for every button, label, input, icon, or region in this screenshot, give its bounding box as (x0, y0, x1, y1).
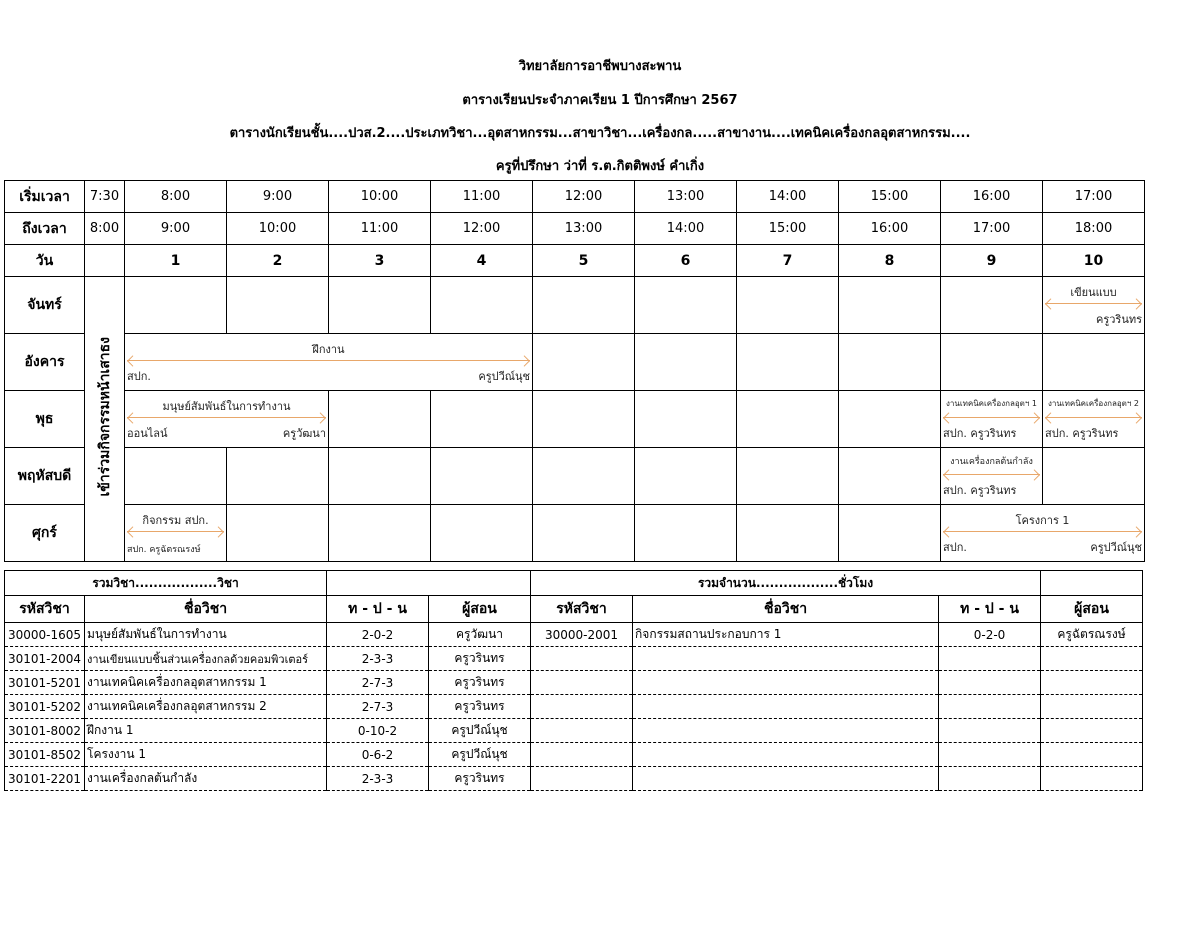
class-title: ฝึกงาน (312, 343, 345, 356)
class-title: กิจกรรม สปก. (142, 514, 209, 527)
period-cell: 4 (431, 245, 533, 277)
period-cell (85, 245, 125, 277)
time-cell: 8:00 (85, 213, 125, 245)
class-info: ตารางนักเรียนชั้น....ปวส.2....ประเภทวิชา...อุตสาหกรรม...สาขาวิชา...เครื่องกล.....สาขางาน....เทคนิคเครื่องกลอุตสาหกรรม.... (229, 126, 971, 141)
time-cell: 8:00 (125, 181, 227, 213)
time-cell: 9:00 (227, 181, 329, 213)
subject-name: งานเทคนิคเครื่องกลอุตสาหกรรม 1 (85, 671, 327, 695)
subject-code: 30101-2004 (5, 647, 85, 671)
day-row-friday (5, 505, 1145, 562)
time-cell: 13:00 (635, 181, 737, 213)
class-location-teacher: สปก. ครูวรินทร (943, 427, 1017, 440)
table-row (5, 695, 1143, 719)
subject-name: งานเทคนิคเครื่องกลอุตสาหกรรม 2 (85, 695, 327, 719)
subject-tpn: 2-0-2 (327, 623, 429, 647)
class-title: โครงการ 1 (1015, 514, 1070, 527)
class-location: ออนไลน์ (127, 427, 168, 440)
class-teacher: ครูปวีณ์นุช (478, 370, 530, 383)
day-name: จันทร์ (5, 277, 85, 334)
class-teacher: ครูวรินทร (1095, 313, 1142, 326)
subject-teacher: ครูปวีณ์นุช (429, 743, 531, 767)
class-title: มนุษย์สัมพันธ์ในการทำงาน (162, 400, 291, 413)
time-cell: 11:00 (431, 181, 533, 213)
time-cell: 12:00 (431, 213, 533, 245)
total-hours: รวมจำนวน..................ชั่วโมง (531, 571, 1041, 596)
start-time-label: เริ่มเวลา (5, 181, 85, 213)
subject-teacher: ครูวัฒนา (429, 623, 531, 647)
table-row (5, 767, 1143, 791)
table-row (5, 743, 1143, 767)
class-title: งานเทคนิคเครื่องกลอุตฯ 2 (1047, 399, 1139, 408)
subject-tpn: 0-6-2 (327, 743, 429, 767)
time-cell: 7:30 (85, 181, 125, 213)
total-subjects: รวมวิชา..................วิชา (5, 571, 327, 596)
col-name: ชื่อวิชา (85, 596, 327, 623)
subject-teacher: ครูวรินทร (429, 767, 531, 791)
class-location: สปก. (943, 541, 967, 554)
subject-tpn: 2-3-3 (327, 647, 429, 671)
table-row (5, 647, 1143, 671)
period-cell: 3 (329, 245, 431, 277)
period-row (5, 245, 1145, 277)
time-cell: 10:00 (227, 213, 329, 245)
span-arrow-icon (127, 360, 530, 361)
class-slot (1043, 391, 1145, 448)
day-name: พุธ (5, 391, 85, 448)
class-slot (125, 391, 329, 448)
time-cell: 12:00 (533, 181, 635, 213)
day-name: อังคาร (5, 334, 85, 391)
time-cell: 14:00 (737, 181, 839, 213)
subject-tpn: 2-7-3 (327, 695, 429, 719)
subject-code: 30101-5201 (5, 671, 85, 695)
schedule-title: ตารางเรียนประจำภาคเรียน 1 ปีการศึกษา 2567 (462, 93, 738, 108)
subject-code: 30101-8002 (5, 719, 85, 743)
subject-code: 30000-1605 (5, 623, 85, 647)
period-cell: 1 (125, 245, 227, 277)
time-cell: 11:00 (329, 213, 431, 245)
col-code: รหัสวิชา (5, 596, 85, 623)
span-arrow-icon (943, 531, 1142, 532)
period-cell: 8 (839, 245, 941, 277)
span-arrow-icon (127, 417, 326, 418)
subject-tpn: 2-3-3 (327, 767, 429, 791)
class-location-teacher: สปก. ครูวรินทร (1045, 427, 1119, 440)
period-cell: 7 (737, 245, 839, 277)
col-teacher: ผู้สอน (1041, 596, 1143, 623)
span-arrow-icon (1045, 303, 1142, 304)
subject-tpn: 0-10-2 (327, 719, 429, 743)
period-cell: 6 (635, 245, 737, 277)
subject-name: งานเครื่องกลต้นกำลัง (85, 767, 327, 791)
table-row (5, 671, 1143, 695)
advisor-info: ครูที่ปรึกษา ว่าที่ ร.ต.กิตติพงษ์ คำเกิ่ง (495, 159, 705, 174)
span-arrow-icon (943, 417, 1040, 418)
subject-name: มนุษย์สัมพันธ์ในการทำงาน (85, 623, 327, 647)
col-teacher: ผู้สอน (429, 596, 531, 623)
subject-code: 30101-2201 (5, 767, 85, 791)
day-row-wednesday (5, 391, 1145, 448)
subject-teacher: ครูวรินทร (429, 671, 531, 695)
time-cell: 18:00 (1043, 213, 1145, 245)
time-cell: 15:00 (839, 181, 941, 213)
period-cell: 2 (227, 245, 329, 277)
class-location: สปก. (127, 370, 151, 383)
time-cell: 16:00 (839, 213, 941, 245)
class-title: งานเทคนิคเครื่องกลอุตฯ 1 (945, 399, 1037, 408)
col-tpn: ท - ป - น (939, 596, 1041, 623)
span-arrow-icon (1045, 417, 1142, 418)
time-cell: 13:00 (533, 213, 635, 245)
time-cell: 9:00 (125, 213, 227, 245)
class-slot (125, 334, 533, 391)
subject-code: 30101-8502 (5, 743, 85, 767)
time-cell: 17:00 (941, 213, 1043, 245)
time-cell: 14:00 (635, 213, 737, 245)
homeroom-cell (85, 277, 125, 562)
end-time-label: ถึงเวลา (5, 213, 85, 245)
span-arrow-icon (127, 531, 224, 532)
class-slot (941, 448, 1043, 505)
period-cell: 5 (533, 245, 635, 277)
subject-teacher: ครูวรินทร (429, 647, 531, 671)
class-location-teacher: สปก. ครูวรินทร (943, 484, 1017, 497)
class-slot (941, 391, 1043, 448)
subject-name: ฝึกงาน 1 (85, 719, 327, 743)
time-cell: 15:00 (737, 213, 839, 245)
class-slot (1043, 277, 1145, 334)
start-time-row (5, 181, 1145, 213)
timetable (4, 180, 1145, 562)
class-teacher: ครูวัฒนา (282, 427, 326, 440)
table-row (5, 719, 1143, 743)
span-arrow-icon (943, 474, 1040, 475)
end-time-row (5, 213, 1145, 245)
column-header-row (5, 596, 1143, 623)
class-location-teacher: สปก. ครูฉัตรณรงษ์ (127, 545, 201, 555)
subject-name: กิจกรรมสถานประกอบการ 1 (633, 623, 939, 647)
subject-teacher: ครูวรินทร (429, 695, 531, 719)
class-slot (941, 505, 1145, 562)
day-row-thursday (5, 448, 1145, 505)
subject-code: 30101-5202 (5, 695, 85, 719)
day-name: ศุกร์ (5, 505, 85, 562)
time-cell: 17:00 (1043, 181, 1145, 213)
subject-name: โครงงาน 1 (85, 743, 327, 767)
homeroom-label: เข้าร่วมกิจกรรมหน้าเสาธง (96, 337, 113, 497)
col-name: ชื่อวิชา (633, 596, 939, 623)
subject-summary-table (4, 570, 1143, 791)
day-label: วัน (5, 245, 85, 277)
period-cell: 10 (1043, 245, 1145, 277)
subject-name: งานเขียนแบบชิ้นส่วนเครื่องกลด้วยคอมพิวเตอร์ (85, 647, 327, 671)
class-teacher: ครูปวีณ์นุช (1090, 541, 1142, 554)
time-cell: 16:00 (941, 181, 1043, 213)
subject-code: 30000-2001 (531, 623, 633, 647)
college-name: วิทยาลัยการอาชีพบางสะพาน (518, 59, 682, 74)
col-code: รหัสวิชา (531, 596, 633, 623)
day-name: พฤหัสบดี (5, 448, 85, 505)
class-title: เขียนแบบ (1070, 286, 1117, 299)
class-title: งานเครื่องกลต้นกำลัง (950, 457, 1033, 467)
subject-teacher: ครูปวีณ์นุช (429, 719, 531, 743)
period-cell: 9 (941, 245, 1043, 277)
class-slot (125, 505, 227, 562)
subject-teacher: ครูฉัตรณรงษ์ (1041, 623, 1143, 647)
subject-tpn: 2-7-3 (327, 671, 429, 695)
table-row (5, 623, 1143, 647)
col-tpn: ท - ป - น (327, 596, 429, 623)
time-cell: 10:00 (329, 181, 431, 213)
day-row-tuesday (5, 334, 1145, 391)
subject-tpn: 0-2-0 (939, 623, 1041, 647)
day-row-monday (5, 277, 1145, 334)
totals-row (5, 571, 1143, 596)
